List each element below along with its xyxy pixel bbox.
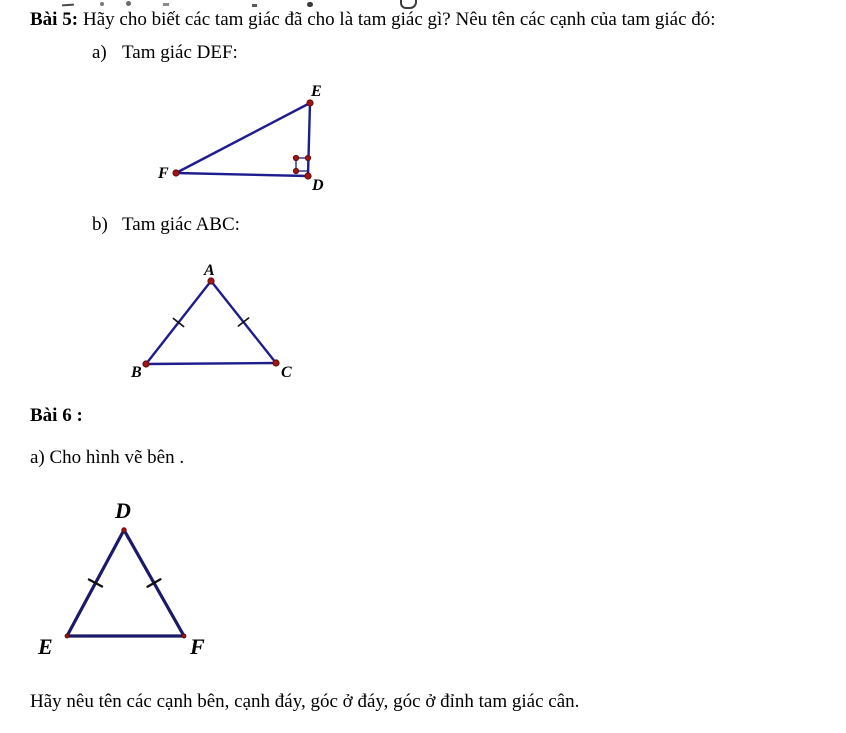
figure-triangle-def-isosceles: [35, 495, 240, 675]
exercise5-heading-text: Hãy cho biết các tam giác đã cho là tam giác gì? Nêu tên các cạnh của tam giác đó:: [83, 9, 716, 30]
exercise6-question: Hãy nêu tên các cạnh bên, cạnh đáy, góc ở đáy, góc ở đỉnh tam giác cân.: [30, 691, 580, 712]
vertex-label-e: E: [38, 634, 53, 659]
vertex-label-d: D: [115, 498, 131, 523]
exercise5-heading-label: Bài 5:: [30, 9, 79, 30]
right-angle-point: [293, 168, 298, 173]
vertex-point-b: [143, 361, 149, 367]
item-a-marker: a): [92, 42, 107, 63]
item-b-text: Tam giác ABC:: [122, 214, 240, 235]
fragment-mark: [307, 2, 313, 7]
vertex-point-f: [182, 634, 186, 638]
vertex-label-e: E: [311, 83, 322, 100]
vertex-point-e: [307, 100, 313, 106]
right-angle-point: [293, 155, 298, 160]
figure-triangle-abc: [120, 255, 305, 385]
exercise5-item-a: [92, 41, 238, 65]
fragment-mark: [252, 4, 257, 7]
vertex-label-f: F: [158, 165, 169, 182]
exercise6-item-a: a) Cho hình vẽ bên .: [30, 447, 185, 468]
item-b-marker: b): [92, 214, 108, 235]
vertex-label-c: C: [281, 364, 292, 381]
vertex-label-a: A: [204, 262, 215, 279]
fragment-mark: [62, 4, 74, 7]
side-fe: [176, 103, 310, 173]
vertex-label-d: D: [312, 177, 324, 194]
vertex-point-d: [122, 528, 126, 532]
vertex-label-b: B: [131, 364, 142, 381]
fragment-mark: [100, 2, 104, 6]
exercise5-heading: [30, 8, 716, 32]
vertex-point-e: [65, 634, 69, 638]
exercise5-item-b: [92, 213, 240, 237]
fragment-mark: [126, 1, 131, 6]
vertex-label-f: F: [190, 634, 205, 659]
side-bc: [146, 363, 276, 364]
vertex-point-c: [273, 360, 279, 366]
fragment-mark: [163, 3, 169, 6]
vertex-point-d: [305, 173, 311, 179]
right-angle-point: [305, 155, 310, 160]
side-fd: [176, 173, 308, 176]
item-a-text: Tam giác DEF:: [122, 42, 238, 63]
figure-triangle-def-right: [150, 78, 350, 200]
exercise6-heading: Bài 6 :: [30, 405, 83, 426]
vertex-point-f: [173, 170, 179, 176]
